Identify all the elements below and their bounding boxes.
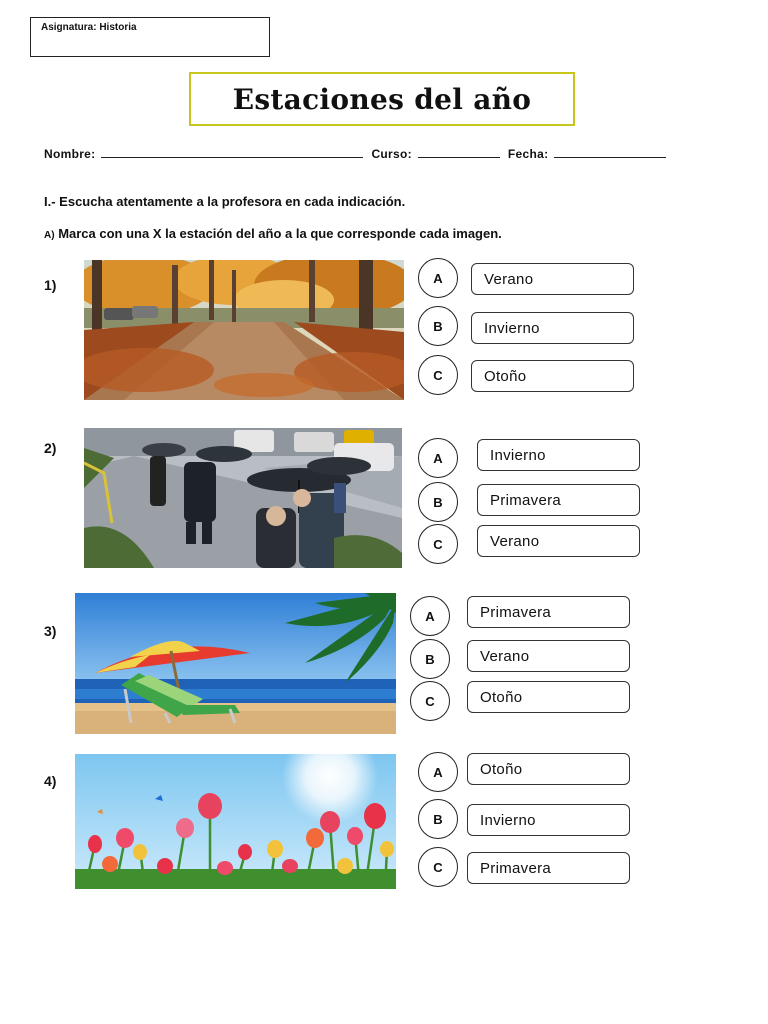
question-2-option-c-circle[interactable]: C xyxy=(418,524,458,564)
date-field[interactable] xyxy=(554,146,666,158)
question-2-number: 2) xyxy=(44,440,57,456)
course-field[interactable] xyxy=(418,146,500,158)
question-2-option-a[interactable]: Invierno xyxy=(477,439,640,471)
date-label: Fecha: xyxy=(507,147,549,161)
question-3-option-b[interactable]: Verano xyxy=(467,640,630,672)
instruction-listen: I.- Escucha atentamente a la profesora en cada indicación. xyxy=(44,194,406,209)
question-3-number: 3) xyxy=(44,623,57,639)
question-4-number: 4) xyxy=(44,773,57,789)
question-1-option-b[interactable]: Invierno xyxy=(471,312,634,344)
question-4-option-b-circle[interactable]: B xyxy=(418,799,458,839)
question-1-option-b-circle[interactable]: B xyxy=(418,306,458,346)
question-1-option-a[interactable]: Verano xyxy=(471,263,634,295)
instruction-mark xyxy=(44,226,502,241)
instruction-mark-text: Marca con una X la estación del año a la que corresponde cada imagen. xyxy=(58,226,502,241)
subject-box xyxy=(30,17,270,57)
question-1-option-c[interactable]: Otoño xyxy=(471,360,634,392)
question-4-option-c-circle[interactable]: C xyxy=(418,847,458,887)
page-title: Estaciones del año xyxy=(189,72,575,126)
subject-label: Asignatura: Historia xyxy=(41,22,137,33)
question-3-option-c-circle[interactable]: C xyxy=(410,681,450,721)
question-4-option-c[interactable]: Primavera xyxy=(467,852,630,884)
student-info-line xyxy=(44,146,674,161)
question-1-option-c-circle[interactable]: C xyxy=(418,355,458,395)
question-1-number: 1) xyxy=(44,277,57,293)
question-1-image-autumn xyxy=(84,260,404,400)
question-2-option-b[interactable]: Primavera xyxy=(477,484,640,516)
question-4-image-tulips xyxy=(75,754,396,889)
name-label: Nombre: xyxy=(44,147,96,161)
instruction-prefix: A) xyxy=(44,230,55,241)
question-3-option-a[interactable]: Primavera xyxy=(467,596,630,628)
question-2-option-c[interactable]: Verano xyxy=(477,525,640,557)
question-2-image-rain xyxy=(84,428,402,568)
question-3-option-a-circle[interactable]: A xyxy=(410,596,450,636)
course-label: Curso: xyxy=(371,147,412,161)
question-3-option-b-circle[interactable]: B xyxy=(410,639,450,679)
question-3-image-beach xyxy=(75,593,396,734)
question-4-option-a-circle[interactable]: A xyxy=(418,752,458,792)
question-1-option-a-circle[interactable]: A xyxy=(418,258,458,298)
question-4-option-b[interactable]: Invierno xyxy=(467,804,630,836)
name-field[interactable] xyxy=(101,146,363,158)
question-3-option-c[interactable]: Otoño xyxy=(467,681,630,713)
question-4-option-a[interactable]: Otoño xyxy=(467,753,630,785)
question-2-option-b-circle[interactable]: B xyxy=(418,482,458,522)
question-2-option-a-circle[interactable]: A xyxy=(418,438,458,478)
